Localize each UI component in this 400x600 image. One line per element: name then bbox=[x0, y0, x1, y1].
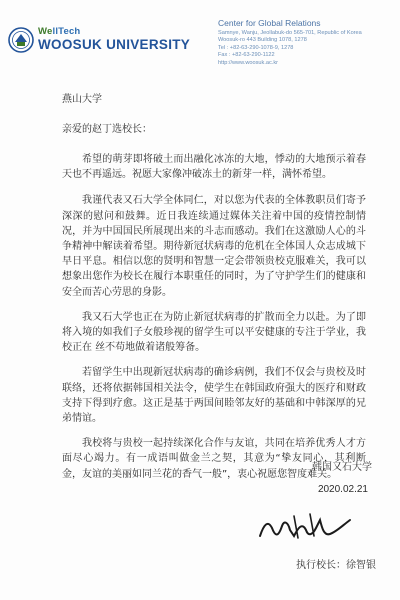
paragraph: 我校将与贵校一起持续深化合作与友谊，共同在培养优秀人才方面尽心竭力。有一成语叫做金兰之契，其意为“挚友同心，其利断金，友谊的美丽如同兰花的香气一般”，衷心祝愿您智度难关。 bbox=[62, 438, 366, 480]
paragraph: 希望的萌芽即将破土而出融化冰冻的大地，悸动的大地预示着春天也不再遥远。祝愿大家像冲破冻土的新芽一样，满怀希望。 bbox=[62, 154, 366, 181]
website-line: http://www.woosuk.ac.kr bbox=[218, 59, 278, 66]
paragraph: 我又石大学也正在为防止新冠状病毒的扩散而全力以赴。为了即将入境的如我们子女般珍视的留学生可以平安健康的专注于学业，我校正在 丝不苟地做着诸般筹备。 bbox=[62, 311, 366, 354]
welltech-tagline: WellTech bbox=[38, 26, 81, 37]
tel-line: Tel : +82-63-290-1078-9, 1278 bbox=[218, 44, 294, 51]
contact-block bbox=[218, 18, 398, 67]
address-line-2: Woosuk-ro 443 Building 1078, 1278 bbox=[218, 37, 307, 44]
paragraph: 若留学生中出现新冠状病毒的确诊病例，我们不仅会与贵校及时联络，还将依据韩国相关法令，使学生在韩国政府强大的医疗和财政支持下得到疗愈。这正是基于两国间睦邻友好的基础和中韩深厚的兄弟情谊。 bbox=[62, 367, 366, 425]
paragraph: 我谨代表又石大学全体同仁，对以您为代表的全体教职员们寄予深深的慰问和鼓舞。近日我连续通过媒体关注着中国的疫情控制情况，并为中国国民所展现出来的斗志而感动。我们在这激励人心的斗争精神中解读着希望。期待新冠状病毒的危机在全体国人众志成城下早日平息。相信以您的贤明和智慧一定会带领贵校克服难关，我可以想象出您作为校长在履行本职重任的同时，为了守护学生们的健康和安全而苦心劳思的身影。 bbox=[62, 195, 366, 298]
letter-date: 2020.02.21 bbox=[317, 484, 368, 495]
sender-name: 韩国又石大学 bbox=[312, 462, 372, 473]
fax-line: Fax : +82-63-290-1122 bbox=[218, 52, 275, 59]
university-logo bbox=[8, 14, 218, 58]
letter-body bbox=[62, 152, 366, 492]
recipient: 燕山大学 bbox=[62, 94, 102, 105]
university-name: WOOSUK UNIVERSITY bbox=[38, 37, 191, 52]
address-line-1: Samnye, Wanju, Jeollabuk-do 565-701, Republic of Korea bbox=[218, 30, 362, 36]
university-seal-icon bbox=[8, 27, 34, 53]
greeting: 亲爱的赵丁选校长： bbox=[62, 124, 152, 135]
handwritten-signature bbox=[250, 506, 370, 550]
center-name: Center for Global Relations bbox=[218, 18, 321, 28]
signer-title-and-name: 执行校长：徐智银 bbox=[296, 560, 376, 571]
